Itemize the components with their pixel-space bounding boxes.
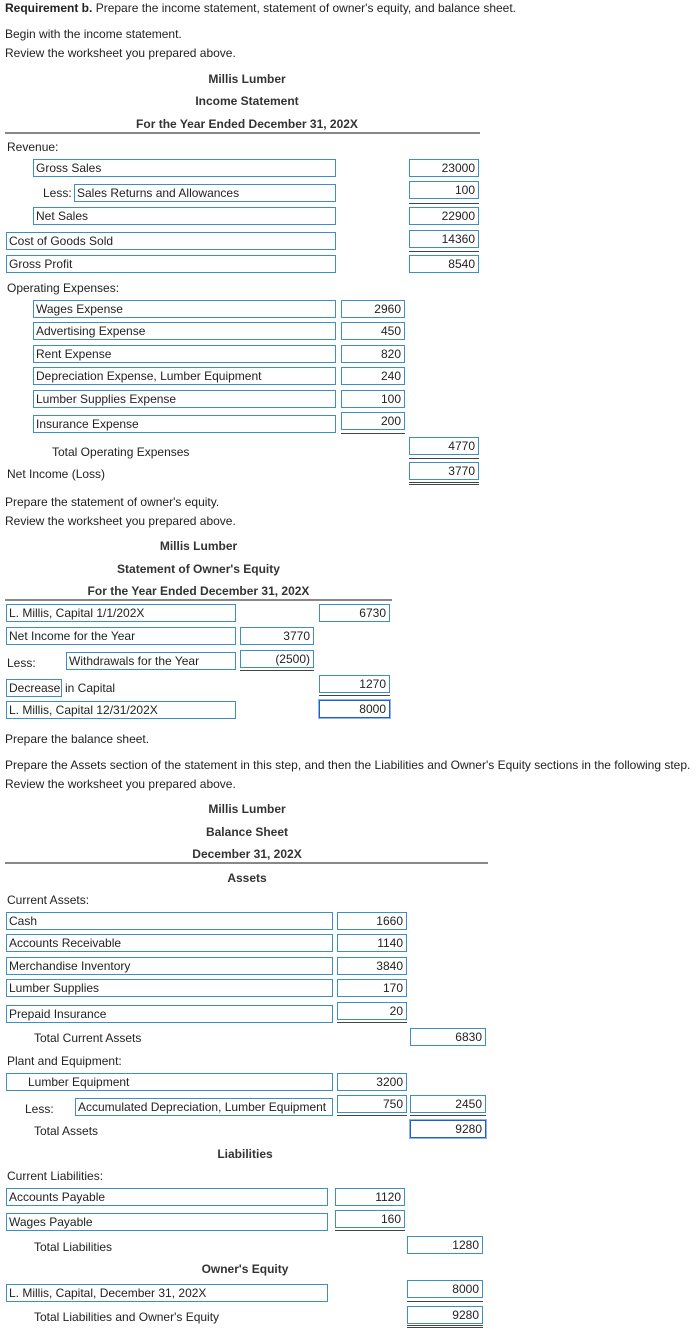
balance-header-rule: [5, 862, 488, 864]
expense-depreciation-label[interactable]: Depreciation Expense, Lumber Equipment: [33, 367, 336, 385]
expense-insurance-label[interactable]: Insurance Expense: [33, 415, 336, 433]
liabilities-underline: [335, 1230, 405, 1231]
balance-date: December 31, 202X: [192, 847, 302, 861]
income-period: For the Year Ended December 31, 202X: [136, 117, 358, 131]
cogs-underline: [409, 251, 479, 252]
equity-less-label: Less:: [7, 656, 36, 670]
sales-returns-underline: [409, 203, 479, 204]
capital-change-suffix: in Capital: [65, 681, 116, 695]
net-sales-label-field[interactable]: Net Sales: [33, 207, 336, 225]
capital-begin-amount-field[interactable]: 6730: [319, 604, 390, 622]
current-assets-label: Current Assets:: [7, 893, 90, 907]
expense-wages-label[interactable]: Wages Expense: [33, 300, 336, 318]
capital-begin-label-field[interactable]: L. Millis, Capital 1/1/202X: [6, 604, 236, 622]
income-company: Millis Lumber: [208, 72, 286, 86]
capital-amount-field[interactable]: 8000: [407, 1280, 483, 1298]
total-assets-amount-field[interactable]: 9280: [410, 1120, 486, 1138]
balance-title: Balance Sheet: [205, 825, 289, 839]
net-income-double-underline: [409, 482, 479, 485]
income-title: Income Statement: [195, 94, 299, 108]
total-opex-underline: [409, 458, 479, 459]
balance-review-instruction: Review the worksheet you prepared above.: [5, 777, 236, 791]
capital-label-field[interactable]: L. Millis, Capital, December 31, 202X: [6, 1284, 328, 1302]
begin-instruction: Begin with the income statement.: [5, 27, 182, 41]
gross-sales-label-field[interactable]: Gross Sales: [33, 159, 336, 177]
net-equipment-amount-field[interactable]: 2450: [410, 1095, 486, 1113]
total-le-double-underline: [407, 1325, 483, 1328]
equity-header-rule: [5, 599, 392, 601]
withdrawals-label-field[interactable]: Withdrawals for the Year: [66, 652, 236, 670]
expense-supplies-label[interactable]: Lumber Supplies Expense: [33, 390, 336, 408]
review-instruction: Review the worksheet you prepared above.: [5, 46, 236, 60]
capital-change-underline: [319, 695, 390, 696]
expense-advertising-amount[interactable]: 450: [341, 322, 405, 340]
equity-prepare-instruction: Prepare the statement of owner's equity.: [5, 495, 220, 509]
balance-company: Millis Lumber: [208, 802, 286, 816]
asset-inventory-amount[interactable]: 3840: [337, 957, 407, 975]
equity-title: Statement of Owner's Equity: [117, 562, 280, 576]
cogs-label-field[interactable]: Cost of Goods Sold: [6, 232, 336, 250]
current-assets-underline: [337, 1022, 407, 1023]
asset-cash-amount[interactable]: 1660: [337, 912, 407, 930]
asset-receivable-amount[interactable]: 1140: [337, 934, 407, 952]
net-equipment-underline: [410, 1115, 486, 1116]
equity-net-income-amount-field[interactable]: 3770: [240, 627, 314, 645]
expense-supplies-amount[interactable]: 100: [341, 390, 405, 408]
current-liabilities-label: Current Liabilities:: [7, 1169, 104, 1183]
expense-insurance-amount[interactable]: 200: [341, 412, 405, 430]
operating-expenses-label: Operating Expenses:: [7, 281, 120, 295]
gross-profit-amount-field[interactable]: 8540: [409, 255, 479, 273]
total-opex-amount-field[interactable]: 4770: [409, 437, 479, 455]
liability-wages-amount[interactable]: 160: [335, 1210, 405, 1228]
sales-returns-label-field[interactable]: Sales Returns and Allowances: [74, 184, 336, 202]
capital-change-select[interactable]: Decrease: [6, 679, 62, 697]
net-income-label: Net Income (Loss): [7, 467, 106, 481]
net-sales-amount-field[interactable]: 22900: [409, 207, 479, 225]
expense-rent-label[interactable]: Rent Expense: [33, 345, 336, 363]
withdrawals-underline: [240, 670, 314, 671]
asset-inventory-label[interactable]: Merchandise Inventory: [6, 957, 333, 975]
gross-profit-label-field[interactable]: Gross Profit: [6, 255, 336, 273]
liabilities-heading: Liabilities: [217, 1147, 273, 1161]
expense-wages-amount[interactable]: 2960: [341, 300, 405, 318]
requirement-text: Prepare the income statement, statement of owner's equity, and balance sheet.: [92, 1, 517, 15]
assets-heading: Assets: [227, 871, 267, 885]
gross-sales-amount-field[interactable]: 23000: [409, 159, 479, 177]
asset-supplies-amount[interactable]: 170: [337, 979, 407, 997]
capital-end-amount-field[interactable]: 8000: [319, 700, 390, 718]
income-header-rule: [5, 132, 480, 134]
total-liabilities-label: Total Liabilities: [34, 1240, 113, 1254]
capital-underline: [407, 1301, 483, 1302]
asset-cash-label[interactable]: Cash: [6, 912, 333, 930]
balance-prepare-instruction: Prepare the balance sheet.: [5, 732, 150, 746]
expense-advertising-label[interactable]: Advertising Expense: [33, 322, 336, 340]
total-le-label: Total Liabilities and Owner's Equity: [34, 1310, 220, 1324]
balance-instructions: Prepare the Assets section of the statement in this step, and then the Liabilities and Owner's Equity sections in the following step.: [5, 758, 691, 772]
sales-returns-amount-field[interactable]: 100: [409, 181, 479, 199]
owners-equity-heading: Owner's Equity: [201, 1262, 289, 1276]
asset-prepaid-amount[interactable]: 20: [337, 1002, 407, 1020]
withdrawals-amount-field[interactable]: (2500): [240, 650, 314, 668]
net-income-amount-field[interactable]: 3770: [409, 462, 479, 480]
asset-supplies-label[interactable]: Lumber Supplies: [6, 979, 333, 997]
equipment-label-field[interactable]: Lumber Equipment: [6, 1073, 333, 1091]
equity-review-instruction: Review the worksheet you prepared above.: [5, 514, 236, 528]
requirement-label: Requirement b.: [5, 1, 93, 15]
equity-net-income-label-field[interactable]: Net Income for the Year: [6, 627, 236, 645]
accum-dep-amount-field[interactable]: 750: [337, 1095, 407, 1113]
capital-change-amount-field[interactable]: 1270: [319, 675, 390, 693]
total-assets-label: Total Assets: [34, 1124, 99, 1138]
equity-company: Millis Lumber: [159, 539, 238, 553]
cogs-amount-field[interactable]: 14360: [409, 230, 479, 248]
asset-receivable-label[interactable]: Accounts Receivable: [6, 934, 333, 952]
equity-period: For the Year Ended December 31, 202X: [87, 584, 310, 598]
total-le-amount-field[interactable]: 9280: [407, 1306, 483, 1324]
liability-wages-label[interactable]: Wages Payable: [6, 1213, 328, 1231]
requirement-line: [5, 1, 516, 15]
revenue-label: Revenue:: [7, 140, 59, 154]
capital-end-label-field[interactable]: L. Millis, Capital 12/31/202X: [6, 701, 236, 719]
expenses-underline: [341, 433, 405, 434]
total-current-assets-amount[interactable]: 6830: [410, 1028, 486, 1046]
accum-dep-underline: [337, 1115, 407, 1116]
liability-payable-label[interactable]: Accounts Payable: [6, 1188, 328, 1206]
equipment-amount-field[interactable]: 3200: [337, 1073, 407, 1091]
total-current-assets-label: Total Current Assets: [34, 1031, 142, 1045]
liability-payable-amount[interactable]: 1120: [335, 1188, 405, 1206]
less-label: Less:: [43, 186, 72, 200]
plant-equipment-label: Plant and Equipment:: [7, 1054, 122, 1068]
accum-dep-label-field[interactable]: Accumulated Depreciation, Lumber Equipment: [75, 1098, 333, 1116]
total-liabilities-amount[interactable]: 1280: [407, 1236, 483, 1254]
total-opex-label: Total Operating Expenses: [52, 445, 190, 459]
expense-rent-amount[interactable]: 820: [341, 345, 405, 363]
accum-dep-less-label: Less:: [25, 1102, 54, 1116]
expense-depreciation-amount[interactable]: 240: [341, 367, 405, 385]
asset-prepaid-label[interactable]: Prepaid Insurance: [6, 1005, 333, 1023]
